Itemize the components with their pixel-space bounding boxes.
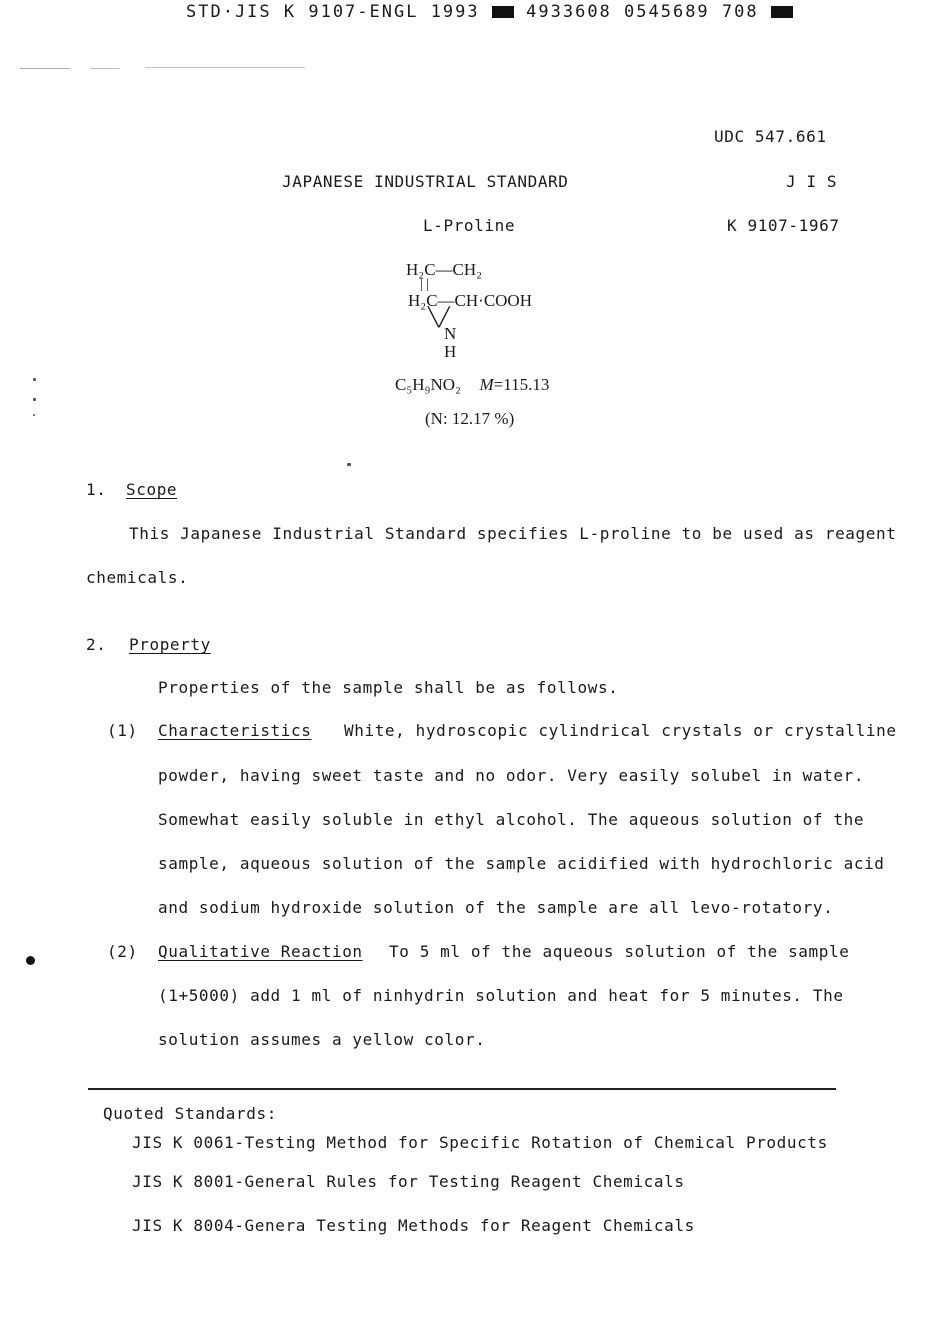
footnote-divider	[88, 1088, 836, 1090]
jis-label: J I S	[786, 172, 838, 191]
structure-row-2: H₂C—CH·COOH	[408, 291, 532, 310]
section-2-title: Property	[129, 635, 211, 654]
nitrogen-content: (N: 12.17 %)	[425, 409, 515, 428]
item-1-title: Characteristics	[158, 721, 312, 740]
reaction-line-2: (1+5000) add 1 ml of ninhydrin solution and heat for 5 minutes. The	[158, 986, 844, 1005]
section-1-title: Scope	[126, 480, 178, 499]
molar-mass-label: M	[479, 375, 494, 394]
quoted-standard-item: JIS K 0061-Testing Method for Specific Rotation of Chemical Products	[132, 1133, 828, 1152]
section-2-number: 2.	[86, 635, 107, 654]
scan-artifact	[33, 398, 36, 401]
standard-number: K 9107-1967	[727, 216, 840, 235]
characteristics-line-4: sample, aqueous solution of the sample acidified with hydrochloric acid	[158, 854, 885, 873]
redaction-block	[492, 6, 514, 18]
scope-text-line-2: chemicals.	[86, 568, 189, 587]
structure-row-1: H₂C—CH₂	[406, 260, 483, 279]
structure-hydrogen: H	[444, 342, 457, 361]
characteristics-line-5: and sodium hydroxide solution of the sample are all levo-rotatory.	[158, 898, 834, 917]
standard-title: JAPANESE INDUSTRIAL STANDARD	[282, 172, 569, 191]
substance-name: L-Proline	[423, 216, 516, 235]
document-code-suffix: 4933608 0545689 708	[526, 2, 759, 22]
item-1-number: (1)	[107, 721, 138, 740]
scan-artifact	[20, 68, 70, 69]
structure-bonds: | |	[420, 277, 430, 292]
reaction-line-1: To 5 ml of the aqueous solution of the sample	[389, 942, 850, 961]
quoted-standard-item: JIS K 8001-General Rules for Testing Reagent Chemicals	[132, 1172, 685, 1191]
reaction-line-3: solution assumes a yellow color.	[158, 1030, 486, 1049]
molecular-formula: C₅H₉NO₂	[395, 375, 461, 394]
scope-text-line-1: This Japanese Industrial Standard specifies L-proline to be used as reagent	[129, 524, 897, 543]
redaction-block	[771, 6, 793, 18]
characteristics-line-1: White, hydroscopic cylindrical crystals or crystalline	[344, 721, 897, 740]
scan-artifact	[145, 67, 305, 68]
molecular-formula-line	[395, 375, 549, 395]
document-code-header	[186, 2, 793, 22]
characteristics-line-2: powder, having sweet taste and no odor. Very easily solubel in water.	[158, 766, 865, 785]
item-2-number: (2)	[107, 942, 138, 961]
property-intro: Properties of the sample shall be as follows.	[158, 678, 619, 697]
item-2-title: Qualitative Reaction	[158, 942, 363, 961]
scan-artifact	[347, 463, 351, 466]
scan-artifact	[33, 414, 35, 416]
structure-ring-vee: ╲╱	[428, 307, 450, 327]
structure-nitrogen: N	[444, 324, 457, 343]
scan-artifact	[26, 956, 35, 965]
quoted-standards-label: Quoted Standards:	[103, 1104, 277, 1123]
quoted-standard-item: JIS K 8004-Genera Testing Methods for Reagent Chemicals	[132, 1216, 695, 1235]
characteristics-line-3: Somewhat easily soluble in ethyl alcohol. The aqueous solution of the	[158, 810, 865, 829]
document-code: STD·JIS K 9107-ENGL 1993	[186, 2, 480, 22]
scan-artifact	[33, 378, 36, 381]
scan-artifact	[90, 68, 120, 69]
molar-mass-value: =115.13	[493, 375, 550, 394]
udc-number: UDC 547.661	[714, 127, 827, 146]
section-1-number: 1.	[86, 480, 107, 499]
